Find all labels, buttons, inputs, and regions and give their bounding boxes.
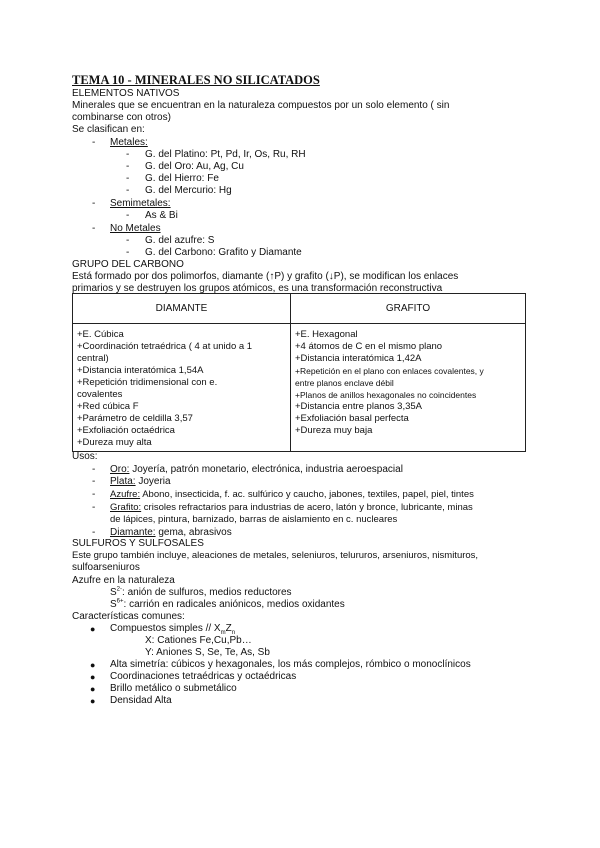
formula-subscript: m	[220, 630, 226, 636]
section-heading-usos: Usos:	[72, 451, 98, 462]
table-header-diamante: DIAMANTE	[73, 294, 291, 324]
group-label-metales: Metales:	[110, 137, 148, 148]
dash-marker: -	[126, 235, 130, 246]
bullet-item: Densidad Alta	[110, 695, 172, 706]
dash-marker: -	[92, 502, 96, 513]
uso-text: Abono, insecticida, f. ac. sulfúrico y caucho, jabones, textiles, papel, piel, tintes	[140, 489, 474, 500]
sulfur-s2-line	[110, 587, 292, 599]
bullet-marker: ●	[90, 684, 96, 694]
list-item: G. del Oro: Au, Ag, Cu	[145, 161, 244, 172]
uso-item	[110, 502, 473, 514]
diamante-cell	[73, 324, 291, 452]
table-header-grafito: GRAFITO	[291, 294, 526, 324]
sulfur-s6-line	[110, 599, 345, 611]
list-item: G. del Carbono: Grafito y Diamante	[145, 247, 302, 258]
dash-marker: -	[92, 527, 96, 538]
paragraph-line: Este grupo también incluye, aleaciones de metales, seleniuros, telururos, arseniuros, nismituros,	[72, 550, 479, 561]
table-cell-line: +Dureza muy alta	[77, 437, 152, 448]
group-label-no-metales: No Metales	[110, 223, 161, 234]
uso-label: Diamante:	[110, 527, 156, 538]
bullet-item: Brillo metálico o submetálico	[110, 683, 237, 694]
table-cell-line: +Distancia interatómica 1,54A	[77, 365, 204, 376]
uso-label: Azufre:	[110, 489, 141, 500]
table-cell-line: central)	[77, 353, 109, 364]
charge-superscript: 6+	[116, 598, 124, 605]
table-cell-line: +Red cúbica F	[77, 401, 139, 412]
table-cell-line: +Repetición en el plano con enlaces covalentes, y	[295, 366, 484, 376]
formula-text: Z	[225, 623, 232, 634]
paragraph-line: sulfoarseniuros	[72, 562, 140, 573]
grafito-cell	[291, 324, 526, 452]
table-cell-line: +Parámetro de celdilla 3,57	[77, 413, 193, 424]
dash-marker: -	[126, 161, 130, 172]
uso-item	[110, 476, 171, 488]
table-cell-line: entre planos enclave débil	[295, 378, 394, 388]
paragraph-line: combinarse con otros)	[72, 112, 171, 123]
section-heading-carbono: GRUPO DEL CARBONO	[72, 259, 184, 270]
table-cell-line: +Repetición tridimensional con e.	[77, 377, 218, 388]
table-cell-line: +Exfoliación basal perfecta	[295, 413, 409, 424]
uso-text: Joyería, patrón monetario, electrónica, industria aeroespacial	[129, 464, 403, 475]
bullet-marker: ●	[90, 624, 96, 634]
uso-item	[110, 489, 474, 501]
section-heading-elementos: ELEMENTOS NATIVOS	[72, 88, 180, 99]
bullet-item: Alta simetría: cúbicos y hexagonales, los más complejos, rómbico o monoclínicos	[110, 659, 471, 670]
dash-marker: -	[92, 137, 96, 148]
list-item: G. del azufre: S	[145, 235, 215, 246]
paragraph-line: primarios y se destruyen los grupos atómicos, es una transformación reconstructiva	[72, 283, 443, 294]
uso-label: Grafito:	[110, 502, 142, 513]
list-item: G. del Hierro: Fe	[145, 173, 219, 184]
dash-marker: -	[92, 476, 96, 487]
table-cell-line: +Distancia entre planos 3,35A	[295, 401, 423, 412]
table-cell-line: +Planos de anillos hexagonales no coincidentes	[295, 390, 477, 400]
formula-x-line: X: Cationes Fe,Cu,Pb…	[145, 635, 252, 646]
dash-marker: -	[126, 210, 130, 221]
dash-marker: -	[92, 464, 96, 475]
dash-marker: -	[126, 173, 130, 184]
formula-text: Compuestos simples // X	[110, 623, 221, 634]
paragraph-line: Características comunes:	[72, 611, 185, 622]
page-title: TEMA 10 - MINERALES NO SILICATADOS	[72, 73, 320, 87]
paragraph-line: Azufre en la naturaleza	[72, 575, 175, 586]
dash-marker: -	[92, 223, 96, 234]
uso-text: Joyeria	[135, 476, 171, 487]
table-cell-line: +Dureza muy baja	[295, 425, 373, 436]
dash-marker: -	[126, 247, 130, 258]
table-cell-line: covalentes	[77, 389, 123, 400]
sulfur-symbol: S	[110, 599, 117, 610]
dash-marker: -	[126, 185, 130, 196]
dash-marker: -	[92, 489, 96, 500]
uso-item-continuation: de lápices, pintura, barnizado, barras de aislamiento en c. nucleares	[110, 514, 398, 525]
uso-text: crisoles refractarios para industrias de acero, latón y bronce, lubricante, minas	[141, 502, 473, 513]
section-heading-sulfuros: SULFUROS Y SULFOSALES	[72, 538, 204, 549]
uso-text: gema, abrasivos	[155, 527, 232, 538]
dash-marker: -	[92, 198, 96, 209]
paragraph-line: Se clasifican en:	[72, 124, 145, 135]
bullet-marker: ●	[90, 696, 96, 706]
bullet-item: Coordinaciones tetraédricas y octaédricas	[110, 671, 297, 682]
table-cell-line: +E. Cúbica	[77, 329, 124, 340]
dash-marker: -	[126, 149, 130, 160]
sulfur-desc: : carrión en radicales aniónicos, medios oxidantes	[123, 599, 345, 610]
table-cell-line: +Coordinación tetraédrica ( 4 at unido a 1	[77, 341, 253, 352]
table-cell-line: +4 átomos de C en el mismo plano	[295, 341, 443, 352]
formula-subscript: n	[231, 630, 236, 636]
list-item: G. del Mercurio: Hg	[145, 185, 232, 196]
group-label-semimetales: Semimetales:	[110, 198, 171, 209]
comparison-table	[72, 293, 526, 452]
bullet-item	[110, 623, 235, 635]
formula-y-line: Y: Aniones S, Se, Te, As, Sb	[145, 647, 270, 658]
charge-superscript: 2-	[116, 586, 123, 593]
table-cell-line: +Exfoliación octaédrica	[77, 425, 175, 436]
paragraph-line: Está formado por dos polimorfos, diamante (↑P) y grafito (↓P), se modifican los enlaces	[72, 271, 459, 282]
uso-label: Plata:	[110, 476, 136, 487]
sulfur-symbol: S	[110, 587, 117, 598]
uso-label: Oro:	[110, 464, 130, 475]
uso-item	[110, 464, 403, 476]
paragraph-line: Minerales que se encuentran en la naturaleza compuestos por un solo elemento ( sin	[72, 100, 450, 111]
table-cell-line: +Distancia interatómica 1,42A	[295, 353, 422, 364]
list-item: As & Bi	[145, 210, 178, 221]
sulfur-desc: : anión de sulfuros, medios reductores	[122, 587, 292, 598]
table-cell-line: +E. Hexagonal	[295, 329, 358, 340]
list-item: G. del Platino: Pt, Pd, Ir, Os, Ru, RH	[145, 149, 306, 160]
bullet-marker: ●	[90, 672, 96, 682]
bullet-marker: ●	[90, 660, 96, 670]
